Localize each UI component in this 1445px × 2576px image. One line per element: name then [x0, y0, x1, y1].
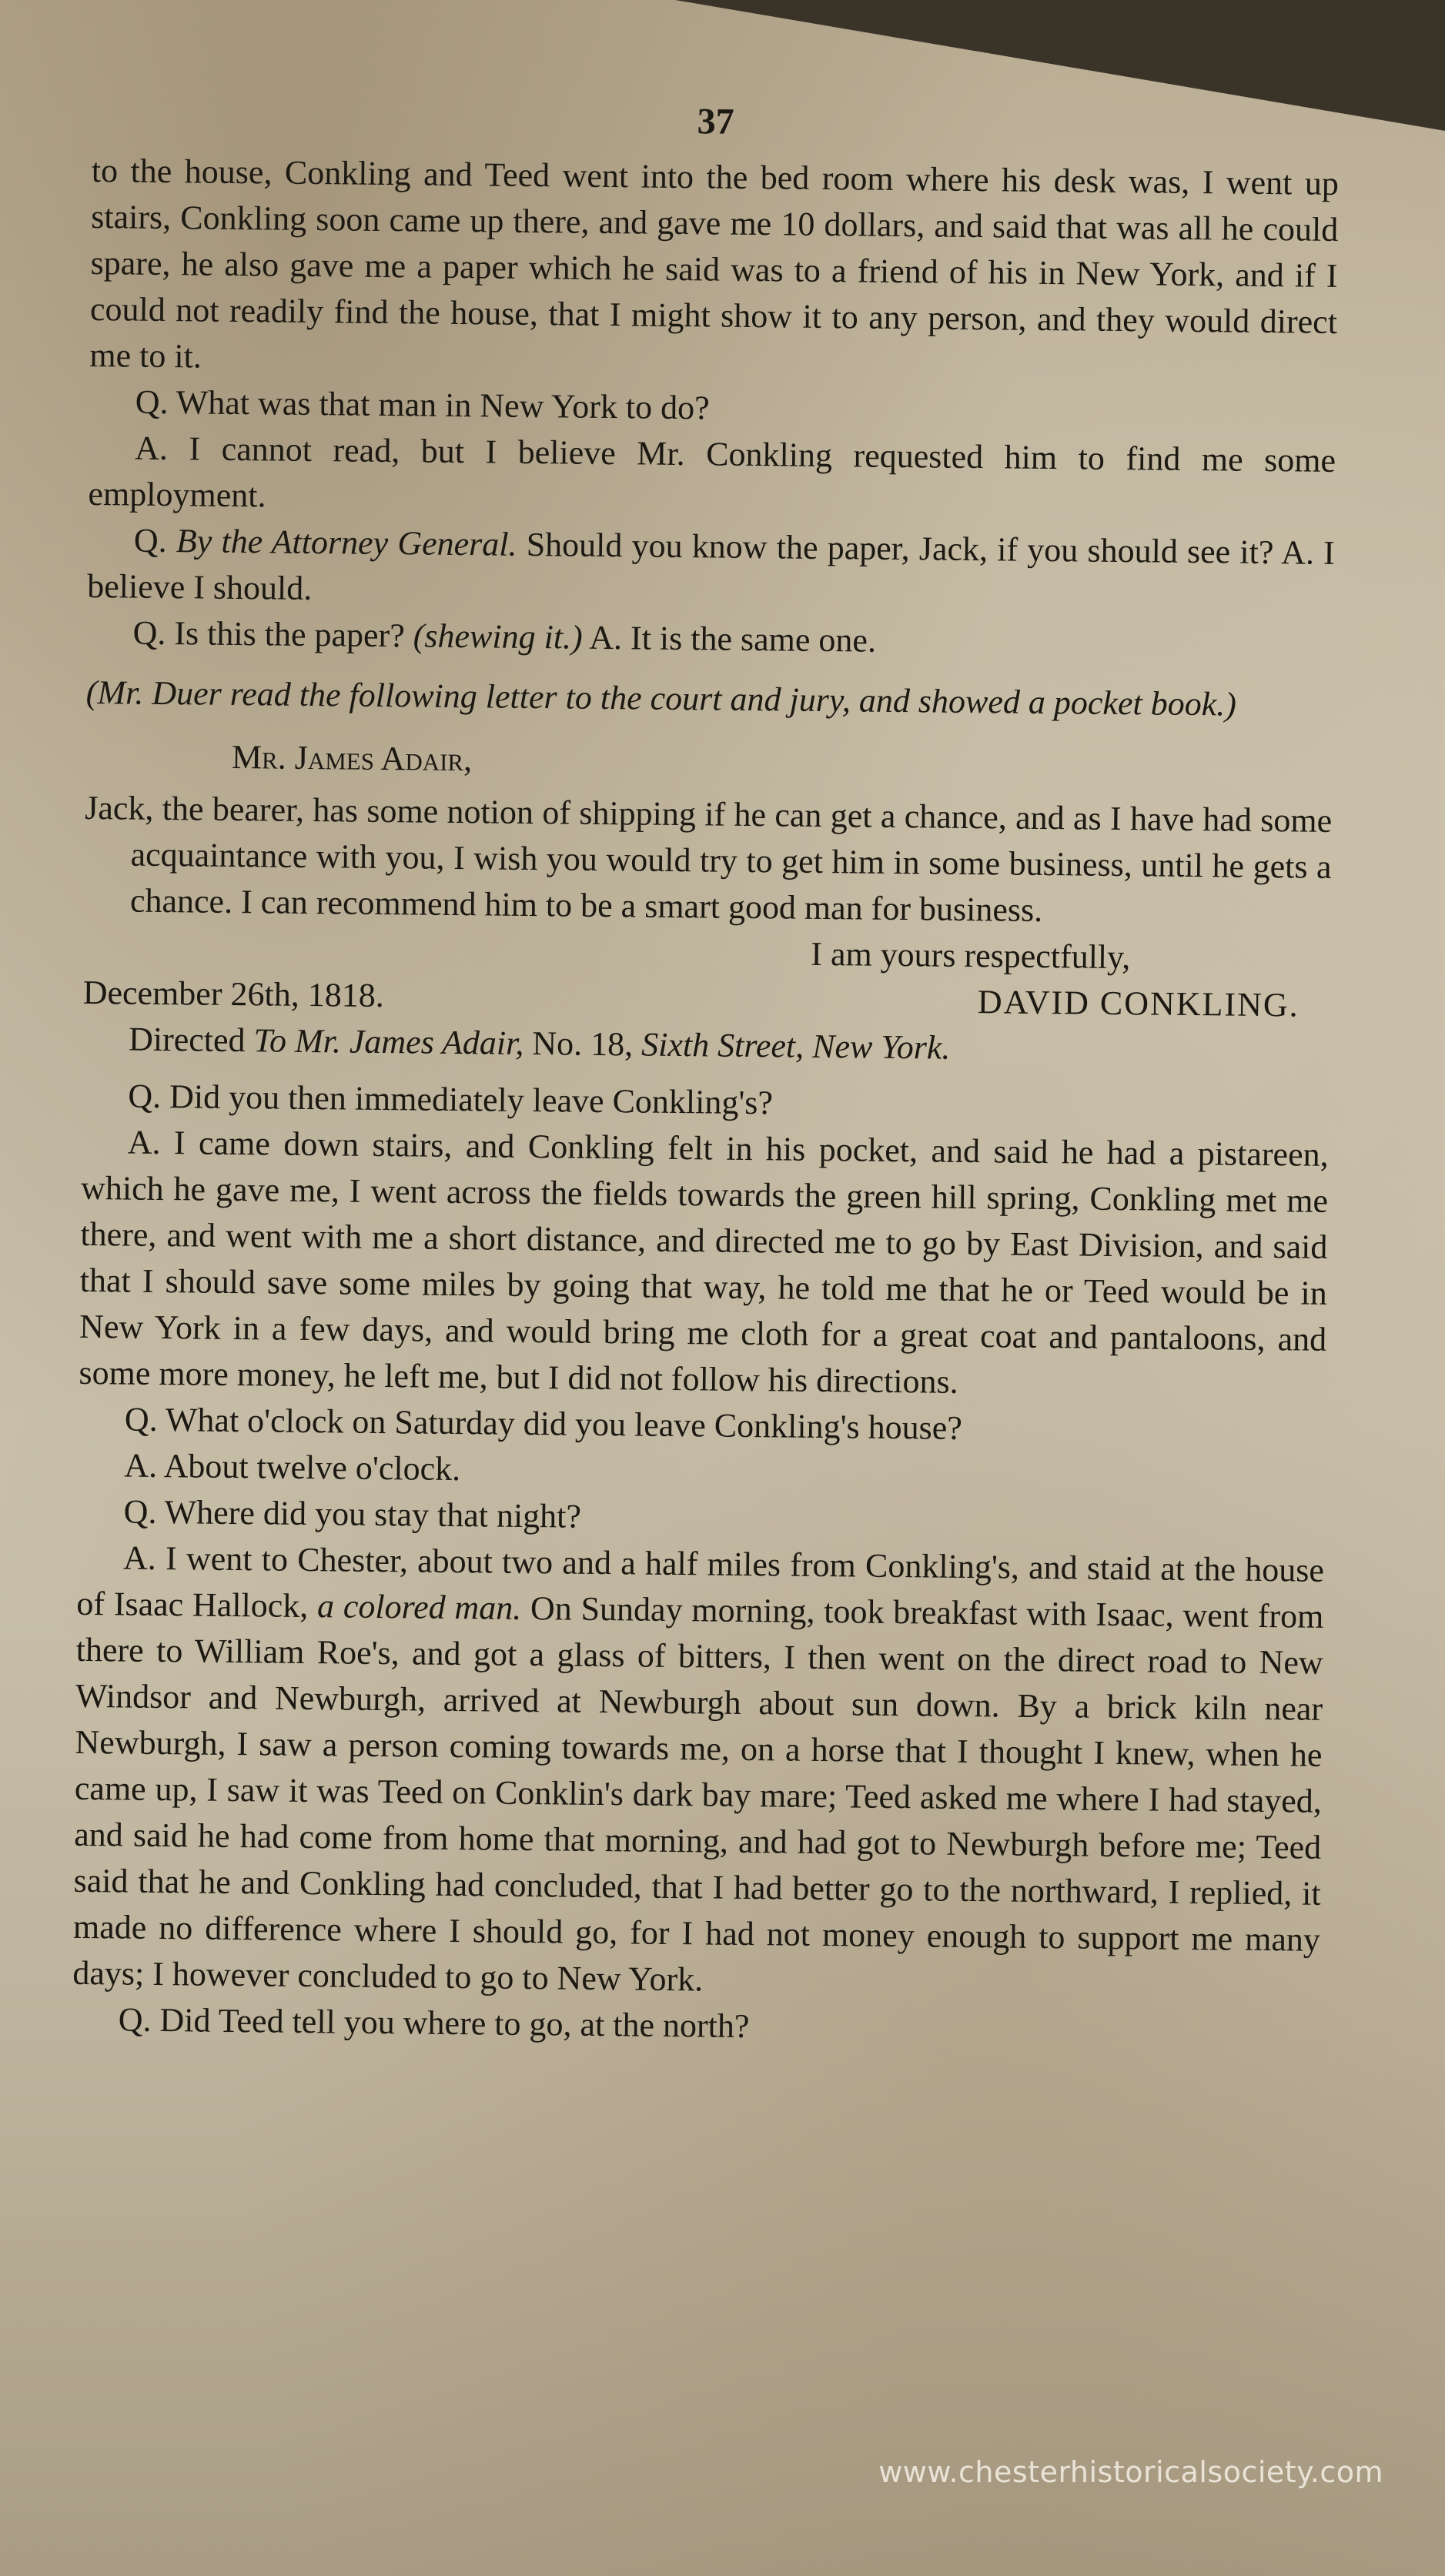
question-2-text: Should you know the paper, Jack, if you should see it?: [526, 525, 1274, 572]
question-2: [87, 517, 1335, 623]
question-5: Q. What o'clock on Saturday did you leave Conkling's house?: [124, 1400, 963, 1447]
answer-2: A. I believe I should.: [87, 533, 1336, 608]
question-3-aside: (shewing it.): [413, 616, 583, 657]
letter-address-street: Sixth Street, New York.: [641, 1025, 951, 1067]
question-3-text: Q. Is this the paper?: [132, 613, 406, 655]
letter-salutation: Mr. James Adair,: [231, 737, 473, 779]
answer-6: [72, 1535, 1324, 2010]
letter-address-recipient: To Mr. James Adair,: [253, 1021, 524, 1062]
answer-5: A. About twelve o'clock.: [124, 1446, 461, 1488]
question-6: Q. Where did you stay that night?: [123, 1492, 582, 1535]
letter-address-prefix: Directed: [128, 1020, 246, 1060]
question-2-prefix: Q.: [133, 521, 167, 560]
letter-body: Jack, the bearer, has some notion of shipping if he can get a chance, and as I have had some acquaintance with you, I wish you would try to get him in some business, until he gets a chance. I can recommend him to be a smart good man for business.: [85, 788, 1333, 929]
answer-3: A. It is the same one.: [589, 618, 877, 660]
letter-address-number: No. 18,: [532, 1024, 634, 1064]
question-2-speaker: By the Attorney General.: [176, 522, 517, 563]
continuation-paragraph: to the house, Conkling and Teed went into the bed room where his desk was, I went up stairs, Conkling soon came up there, and gave me 10 dollars, and said that was all he could spare, he also gave me a paper which he said was to a friend of his in New York, and if I could not readily find the house, that I might show it to any person, and they would direct me to it.: [89, 151, 1340, 376]
answer-6-aside: a colored man.: [316, 1587, 522, 1627]
answer-1: A. I cannot read, but I believe Mr. Conkling requested him to find me some employment.: [88, 429, 1336, 515]
answer-4: A. I came down stairs, and Conkling felt in his pocket, and said he had a pistareen, which he gave me, I went across the fields towards the green hill spring, Conkling met me there, and went with me a short distance, and directed me to go by East Division, and said that I should save some miles by going that way, he told me that he or Teed would be in New York in a few days, and would bring me cloth for a great coat and pantaloons, and some more money, he left me, but I did not follow his directions.: [79, 1123, 1329, 1401]
letter-closing: I am yours respectfully,: [811, 934, 1131, 977]
question-1: Q. What was that man in New York to do?: [135, 383, 710, 427]
letter-date: December 26th, 1818.: [82, 973, 384, 1015]
page-text: [72, 92, 1339, 2056]
letter-signature: DAVID CONKLING.: [977, 983, 1299, 1024]
page-number: 37: [697, 101, 734, 142]
question-4: Q. Did you then immediately leave Conkling's?: [128, 1077, 774, 1122]
watermark-link[interactable]: www.chesterhistoricalsociety.com: [878, 2455, 1383, 2489]
answer-6-rest: On Sunday morning, took breakfast with Isaac, went from there to William Roe's, and got a glass of bitters, I then went on the direct road to New Windsor and Newburgh, arrived at Newburgh about sun down. By a brick kiln near Newburgh, I saw a person coming towards me, on a horse that I thought I knew, when he came up, I saw it was Teed on Conklin's dark bay mare; Teed asked me where I had stayed, and said he had come from home that morning, and had got to Newburgh before me; Teed said that he and Conkling had concluded, that I had better go to the northward, I replied, it made no difference where I should go, for I had not money enough to support me many days; I however concluded to go to New York.: [72, 1589, 1324, 1999]
answer-6-start: A. I went to Chester, about two and a half miles from Conkling's, and staid at the house of Isaac Hallock,: [76, 1539, 1325, 1625]
question-7: Q. Did Teed tell you where to go, at the north?: [118, 2000, 750, 2046]
stage-direction: (Mr. Duer read the following letter to the court and jury, and showed a pocket book.): [85, 673, 1237, 723]
